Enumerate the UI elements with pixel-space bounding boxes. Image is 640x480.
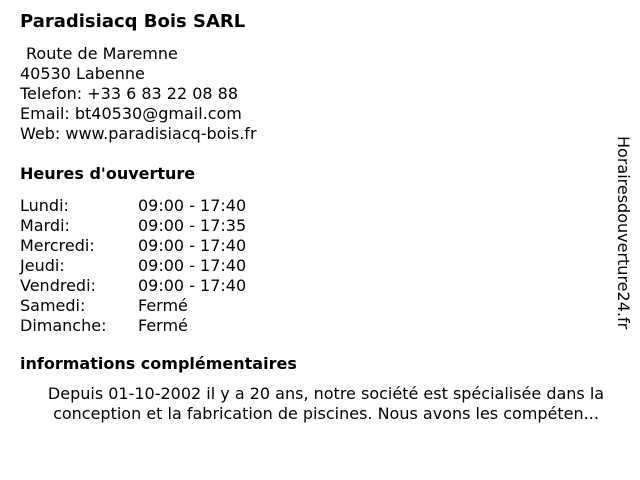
hours-day: Dimanche: <box>20 316 107 335</box>
hours-row-wednesday <box>20 236 246 256</box>
hours-time: Fermé <box>138 296 188 315</box>
hours-day: Jeudi: <box>20 256 65 275</box>
hours-day: Vendredi: <box>20 276 96 295</box>
email-address: Email: bt40530@gmail.com <box>20 104 242 123</box>
hours-time: 09:00 - 17:40 <box>138 276 247 295</box>
business-name: Paradisiacq Bois SARL <box>20 11 246 32</box>
street-address: Route de Maremne <box>26 44 178 63</box>
hours-day: Mardi: <box>20 216 70 235</box>
info-heading: informations complémentaires <box>20 354 297 373</box>
site-watermark: Horairesdouverture24.fr <box>614 136 633 330</box>
hours-row-thursday <box>20 256 246 276</box>
website: Web: www.paradisiacq-bois.fr <box>20 124 257 143</box>
hours-row-saturday <box>20 296 246 316</box>
hours-row-tuesday <box>20 216 246 236</box>
phone-number: Telefon: +33 6 83 22 08 88 <box>20 84 239 103</box>
hours-row-friday <box>20 276 246 296</box>
business-description: Depuis 01-10-2002 il y a 20 ans, notre société est spécialisée dans la conception et la fabrication de piscines. Nous avons les compéten... <box>47 384 605 423</box>
hours-row-sunday <box>20 316 246 336</box>
hours-time: 09:00 - 17:40 <box>138 196 247 215</box>
opening-hours-table <box>20 196 246 336</box>
city-address: 40530 Labenne <box>20 64 145 83</box>
hours-time: 09:00 - 17:40 <box>138 236 247 255</box>
hours-time: Fermé <box>138 316 188 335</box>
hours-time: 09:00 - 17:40 <box>138 256 247 275</box>
hours-day: Lundi: <box>20 196 69 215</box>
hours-time: 09:00 - 17:35 <box>138 216 247 235</box>
hours-day: Samedi: <box>20 296 86 315</box>
hours-day: Mercredi: <box>20 236 95 255</box>
contact-block <box>20 44 257 144</box>
hours-row-monday <box>20 196 246 216</box>
hours-heading: Heures d'ouverture <box>20 164 196 183</box>
